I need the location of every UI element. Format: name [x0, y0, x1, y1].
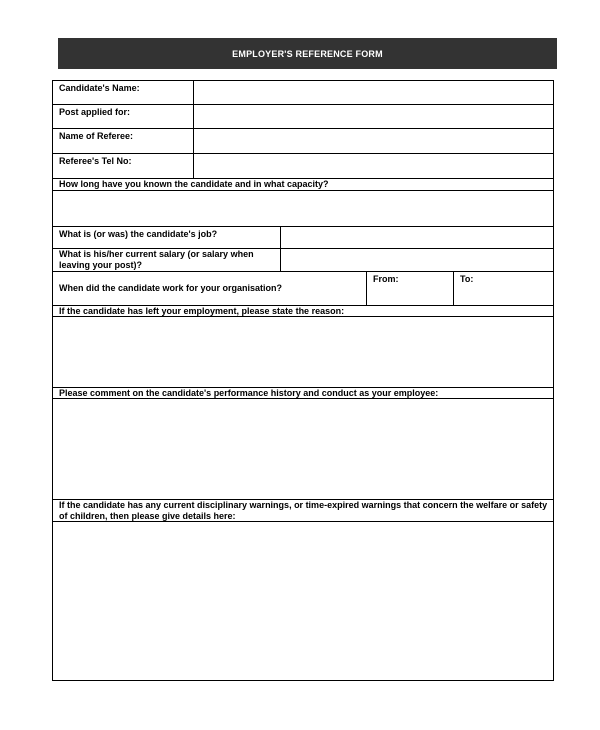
label-referee-name: Name of Referee: — [53, 129, 194, 153]
input-post-applied[interactable] — [194, 105, 553, 128]
label-to: To: — [460, 274, 474, 284]
label-salary: What is his/her current salary (or salary when leaving your post)? — [53, 249, 281, 271]
row-referee-tel — [53, 154, 553, 179]
label-post-applied: Post applied for: — [53, 105, 194, 128]
row-work-period — [53, 272, 553, 306]
row-disciplinary-label — [53, 500, 553, 522]
input-to[interactable] — [454, 272, 553, 305]
form-title: EMPLOYER'S REFERENCE FORM — [58, 38, 557, 69]
label-work-period: When did the candidate work for your organisation? — [53, 272, 367, 305]
row-post-applied — [53, 105, 553, 129]
label-candidate-name: Candidate's Name: — [53, 81, 194, 104]
row-job — [53, 227, 553, 249]
row-candidate-name — [53, 81, 553, 105]
row-referee-name — [53, 129, 553, 154]
label-from: From: — [373, 274, 399, 284]
input-referee-tel[interactable] — [194, 154, 553, 178]
input-performance[interactable] — [53, 399, 553, 500]
row-performance-label — [53, 388, 553, 399]
input-from[interactable] — [367, 272, 454, 305]
label-job: What is (or was) the candidate's job? — [53, 227, 281, 248]
input-salary[interactable] — [281, 249, 553, 271]
input-left-reason[interactable] — [53, 317, 553, 388]
input-referee-name[interactable] — [194, 129, 553, 153]
label-disciplinary: If the candidate has any current disciplinary warnings, or time-expired warnings that concern the welfare or safety of children, then please give details here: — [59, 500, 548, 521]
row-salary — [53, 249, 553, 272]
input-job[interactable] — [281, 227, 553, 248]
row-known-label — [53, 179, 553, 191]
input-disciplinary[interactable] — [53, 522, 553, 680]
label-known-how-long: How long have you known the candidate and in what capacity? — [59, 179, 329, 189]
input-known-how-long[interactable] — [53, 191, 553, 227]
row-left-reason-label — [53, 306, 553, 317]
label-referee-tel: Referee's Tel No: — [53, 154, 194, 178]
label-left-reason: If the candidate has left your employment, please state the reason: — [59, 306, 345, 316]
reference-form-table — [52, 80, 554, 681]
label-performance: Please comment on the candidate's performance history and conduct as your employee: — [59, 388, 439, 398]
input-candidate-name[interactable] — [194, 81, 553, 104]
